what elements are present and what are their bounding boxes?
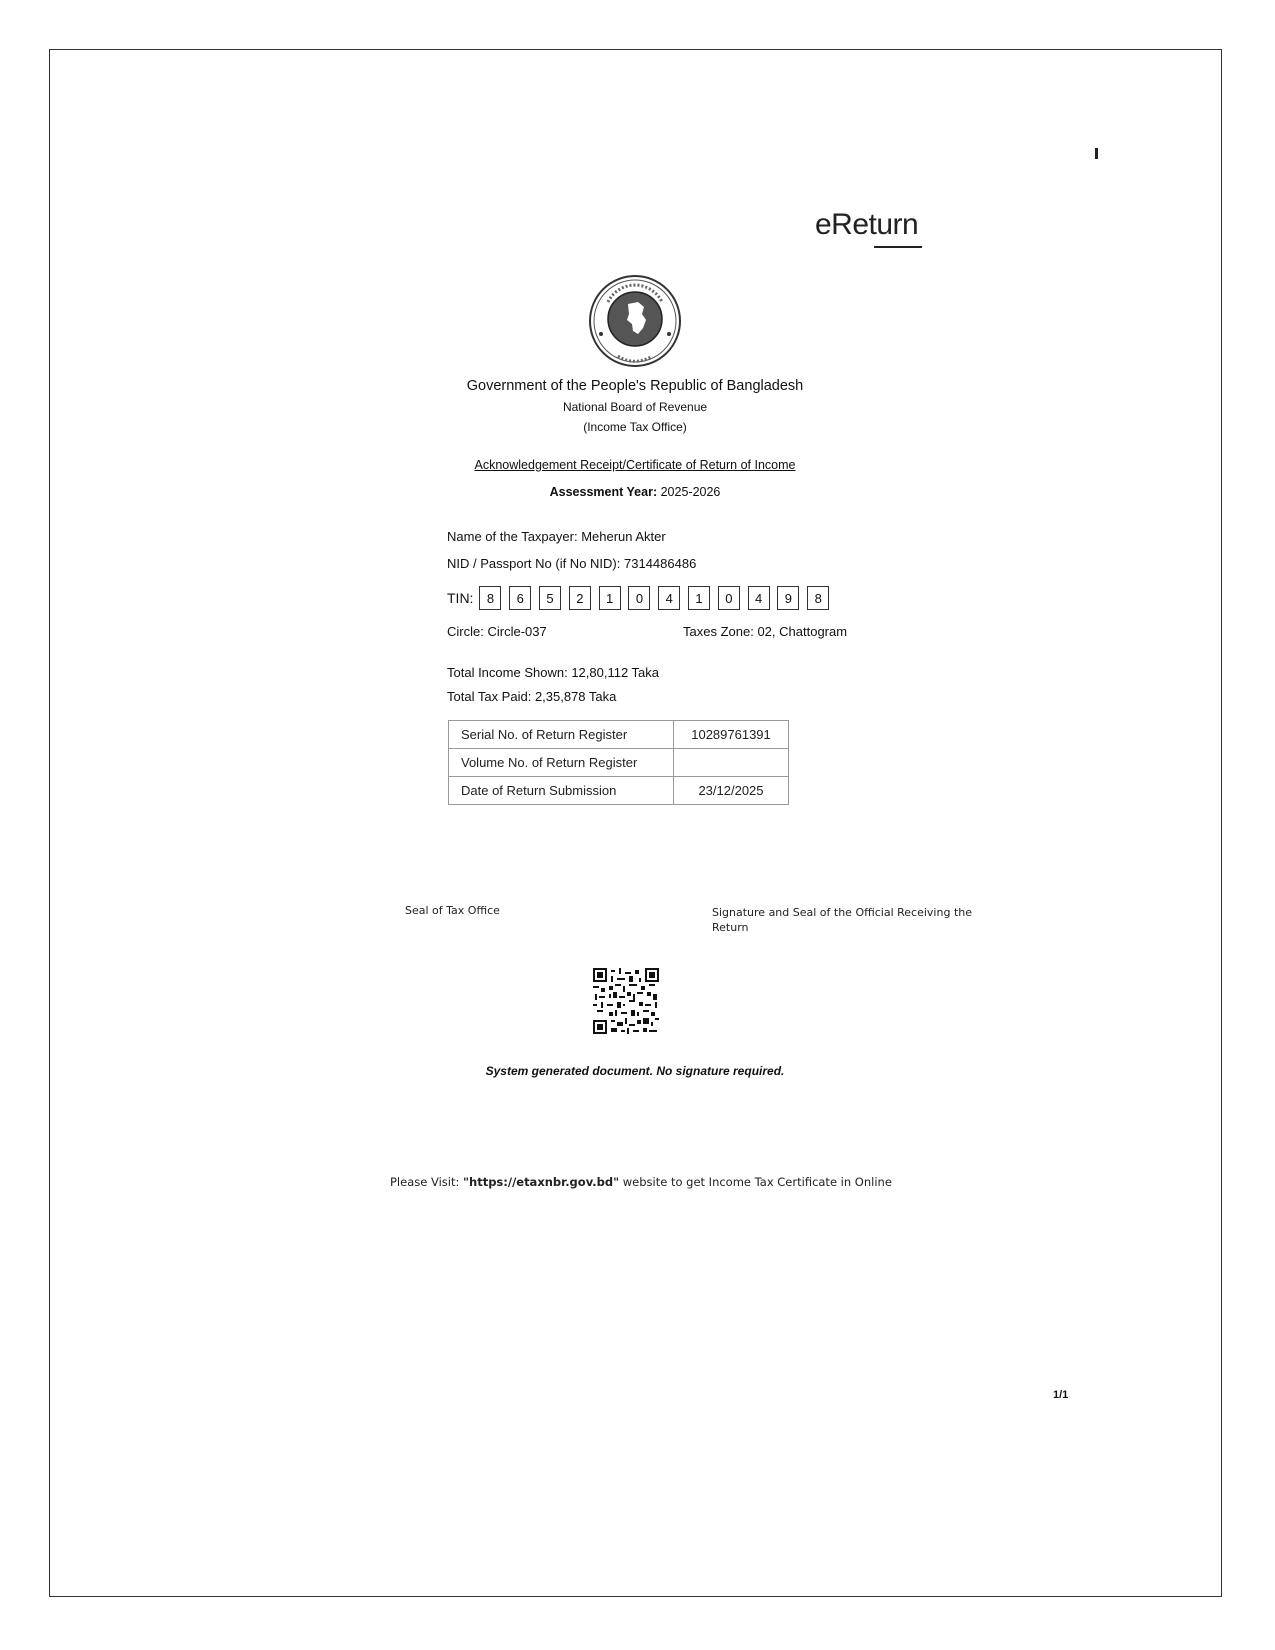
zone-value: 02, Chattogram — [757, 624, 848, 639]
circle-row — [447, 624, 547, 639]
board-name: National Board of Revenue — [562, 400, 708, 414]
register-value — [674, 749, 789, 777]
assessment-year-label: Assessment Year: — [549, 485, 658, 499]
qr-code-icon[interactable] — [593, 968, 659, 1034]
page-number: 1/1 — [1053, 1389, 1069, 1401]
table-row — [449, 777, 789, 805]
register-label: Date of Return Submission — [449, 777, 674, 805]
assessment-year-value: 2025-2026 — [660, 485, 721, 499]
document-title: Acknowledgement Receipt/Certificate of Return of Income — [474, 458, 796, 472]
register-label: Volume No. of Return Register — [449, 749, 674, 777]
register-value: 10289761391 — [674, 721, 789, 749]
tin-digit: 0 — [718, 586, 740, 610]
tin-digit: 2 — [569, 586, 591, 610]
tin-digit: 5 — [539, 586, 561, 610]
government-title: Government of the People's Republic of Bangladesh — [466, 378, 804, 394]
total-income-row — [447, 665, 659, 680]
government-seal-icon — [588, 274, 682, 368]
zone-row — [683, 624, 847, 639]
nid-label: NID / Passport No (if No NID): — [447, 556, 621, 571]
office-name: (Income Tax Office) — [583, 420, 687, 434]
tin-digit: 4 — [658, 586, 680, 610]
register-value: 23/12/2025 — [674, 777, 789, 805]
total-income-value: 12,80,112 Taka — [571, 665, 660, 680]
scan-mark — [1095, 148, 1098, 159]
tin-row — [447, 584, 837, 612]
total-tax-label: Total Tax Paid: — [447, 689, 532, 704]
nid-value: 7314486486 — [624, 556, 697, 571]
ereturn-logo: eReturn — [815, 208, 919, 241]
return-register-table — [448, 720, 789, 805]
zone-label: Taxes Zone: — [683, 624, 754, 639]
register-label: Serial No. of Return Register — [449, 721, 674, 749]
total-tax-value: 2,35,878 Taka — [534, 689, 617, 704]
seal-of-tax-office-label: Seal of Tax Office — [405, 904, 500, 917]
taxpayer-name: Meherun Akter — [581, 529, 666, 544]
tin-label: TIN: — [447, 590, 474, 606]
visit-suffix: website to get Income Tax Certificate in Online — [622, 1175, 892, 1189]
tin-digit: 1 — [599, 586, 621, 610]
table-row — [449, 721, 789, 749]
taxpayer-name-label: Name of the Taxpayer: — [447, 529, 578, 544]
table-row — [449, 749, 789, 777]
circle-value: Circle-037 — [487, 624, 547, 639]
tin-digit: 6 — [509, 586, 531, 610]
circle-label: Circle: — [447, 624, 484, 639]
tin-digit: 8 — [479, 586, 501, 610]
assessment-year — [400, 485, 870, 499]
total-income-label: Total Income Shown: — [447, 665, 568, 680]
signature-label: Signature and Seal of the Official Receiving the Return — [712, 906, 972, 934]
tin-digit: 1 — [688, 586, 710, 610]
tin-digit: 8 — [807, 586, 829, 610]
system-generated-note: System generated document. No signature required. — [485, 1064, 785, 1078]
taxpayer-name-row — [447, 529, 666, 544]
visit-prefix: Please Visit: — [390, 1175, 460, 1189]
ereturn-logo-underline — [874, 246, 922, 248]
tin-digit: 0 — [628, 586, 650, 610]
total-tax-row — [447, 689, 616, 704]
visit-url[interactable]: "https://etaxnbr.gov.bd" — [463, 1175, 620, 1189]
tin-digit: 9 — [777, 586, 799, 610]
tin-digit: 4 — [748, 586, 770, 610]
nid-row — [447, 556, 696, 571]
visit-website-line — [390, 1175, 892, 1189]
